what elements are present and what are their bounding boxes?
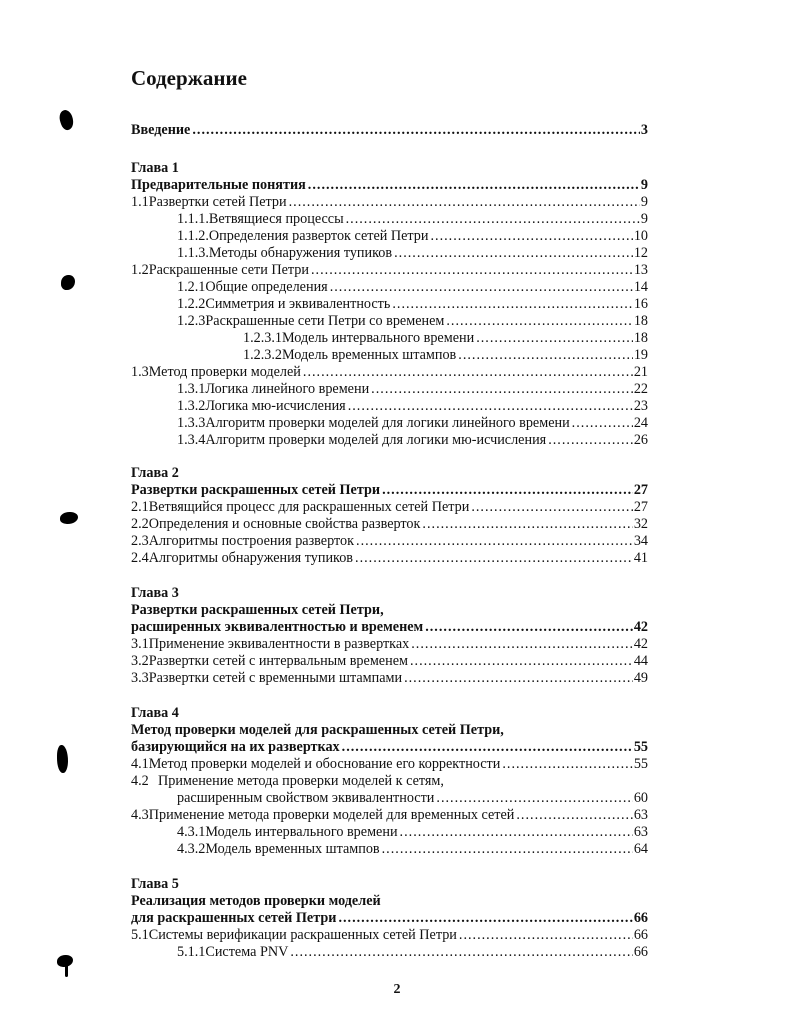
dot-leader (410, 653, 633, 670)
toc-entry (131, 550, 648, 567)
dot-leader (303, 364, 633, 381)
toc-entry-title: Симметрия и эквивалентность (205, 296, 391, 312)
toc-entry-chapter (131, 482, 648, 499)
toc-entry (177, 245, 648, 262)
toc-entry-title: Алгоритм проверки моделей для логики линейного времени (205, 415, 570, 431)
toc-entry-page: 27 (633, 482, 648, 498)
toc-entry-number: 5.1 (131, 927, 149, 943)
toc-entry-page: 64 (633, 841, 648, 857)
dot-leader (371, 381, 633, 398)
toc-entry-number: 1.3.4 (177, 432, 206, 448)
toc-entry-number: 2.2 (131, 516, 149, 532)
dot-leader (394, 245, 633, 262)
toc-entry (131, 636, 648, 653)
dot-leader (425, 619, 633, 636)
page-number: 2 (393, 982, 401, 997)
toc-entry-page: 18 (633, 330, 648, 346)
dot-leader (422, 516, 632, 533)
dot-leader (338, 910, 632, 927)
toc-entry (177, 228, 648, 245)
toc-entry-page: 44 (633, 653, 648, 669)
chapter-title-line: Метод проверки моделей для раскрашенных сетей Петри, (131, 722, 504, 738)
chapter-heading: Глава 3 (131, 585, 179, 601)
toc-entry-title: Общие определения (205, 279, 328, 295)
toc-entry-title: Развертки сетей с временными штампами (148, 670, 403, 686)
toc-entry-number: 1.2.3.1 (243, 330, 283, 346)
toc-entry (131, 533, 648, 550)
toc-entry-title: Раскрашенные сети Петри (148, 262, 309, 278)
toc-entry-title: Применение метода проверки моделей для временных сетей (148, 807, 515, 823)
dot-leader (346, 211, 640, 228)
toc-entry-number: 4.3.1 (177, 824, 206, 840)
toc-entry-number: 1.2.2 (177, 296, 206, 312)
toc-entry-title: Логика мю-исчисления (205, 398, 346, 414)
toc-entry-page: 41 (633, 550, 648, 566)
toc-entry-title: Метод проверки моделей (148, 364, 301, 380)
toc-entry-intro (131, 122, 648, 139)
toc-entry-title: Определения разверток сетей Петри (208, 228, 429, 244)
toc-entry-page: 9 (640, 211, 648, 227)
chapter-heading: Глава 1 (131, 160, 179, 176)
toc-entry-page: 13 (633, 262, 648, 278)
toc-entry-page: 60 (633, 790, 648, 806)
dot-leader (392, 296, 632, 313)
chapter-heading: Глава 5 (131, 876, 179, 892)
toc-entry (243, 347, 648, 364)
toc-entry (177, 944, 648, 961)
toc-entry-number: 4.1 (131, 756, 149, 772)
toc-entry-number: 1.1.2. (177, 228, 209, 244)
toc-entry-title: Определения и основные свойства разверток (148, 516, 421, 532)
dot-leader (355, 550, 633, 567)
toc-entry (243, 330, 648, 347)
toc-entry-page: 14 (633, 279, 648, 295)
toc-entry-number: 1.1.1. (177, 211, 209, 227)
toc-entry-title: расширенных эквивалентностью и временем (131, 619, 424, 635)
toc-entry-number: 2.1 (131, 499, 149, 515)
toc-entry-page: 23 (633, 398, 648, 414)
toc-entry-number: 1.3.2 (177, 398, 206, 414)
dot-leader (382, 482, 633, 499)
toc-entry-number: 4.3 (131, 807, 149, 823)
chapter-heading: Глава 4 (131, 705, 179, 721)
toc-entry-page: 42 (633, 636, 648, 652)
toc-entry-title: Введение (131, 122, 191, 138)
dot-leader (382, 841, 633, 858)
toc-entry-number: 4.3.2 (177, 841, 206, 857)
chapter-heading: Глава 2 (131, 465, 179, 481)
toc-entry-page: 34 (633, 533, 648, 549)
toc-entry-chapter (131, 619, 648, 636)
toc-entry-page: 24 (633, 415, 648, 431)
toc-entry-title: Развертки сетей с интервальным временем (148, 653, 408, 669)
toc-entry-title: Алгоритмы построения разверток (148, 533, 355, 549)
toc-entry-number: 1.3.3 (177, 415, 206, 431)
dot-leader (458, 347, 633, 364)
toc-entry-chapter (131, 739, 648, 756)
scan-blot (57, 745, 68, 773)
dot-leader (348, 398, 633, 415)
toc-entry-number: 2.3 (131, 533, 149, 549)
toc-entry-page: 21 (633, 364, 648, 380)
dot-leader (404, 670, 633, 687)
toc-entry-title: для раскрашенных сетей Петри (131, 910, 337, 926)
toc-entry-number: 1.1 (131, 194, 149, 210)
toc-entry-title: Ветвящиеся процессы (208, 211, 344, 227)
toc-entry-number: 2.4 (131, 550, 149, 566)
toc-entry-page: 55 (633, 739, 648, 755)
dot-leader (290, 944, 632, 961)
toc-entry (177, 398, 648, 415)
toc-entry-title: расширенным свойством эквивалентности (177, 790, 435, 806)
toc-entry (131, 499, 648, 516)
page-title: Содержание (131, 66, 247, 90)
toc-entry (177, 432, 648, 449)
toc-entry-page: 19 (633, 347, 648, 363)
dot-leader (502, 756, 632, 773)
toc-entry-title: Развертки раскрашенных сетей Петри (131, 482, 381, 498)
toc-entry (177, 279, 648, 296)
toc-entry-number: 1.2.3 (177, 313, 206, 329)
dot-leader (311, 262, 633, 279)
dot-leader (356, 533, 633, 550)
toc-entry-page: 66 (633, 927, 648, 943)
toc-entry-title: Метод проверки моделей и обоснование его корректности (148, 756, 501, 772)
chapter-title-line: Развертки раскрашенных сетей Петри, (131, 602, 384, 618)
toc-entry-number: 3.3 (131, 670, 149, 686)
dot-leader (330, 279, 633, 296)
toc-entry (131, 670, 648, 687)
scan-blot (61, 275, 75, 290)
toc-entry (177, 296, 648, 313)
toc-entry (177, 211, 648, 228)
toc-entry-title: Система PNV (205, 944, 289, 960)
toc-entry-number: 5.1.1 (177, 944, 206, 960)
dot-leader (548, 432, 633, 449)
toc-entry-number: 1.2.1 (177, 279, 206, 295)
toc-entry-page: 10 (633, 228, 648, 244)
dot-leader (411, 636, 633, 653)
toc-entry-page: 9 (640, 177, 648, 193)
scan-blot (57, 108, 76, 131)
toc-entry-title: Модель интервального времени (205, 824, 398, 840)
toc-entry-title: Развертки сетей Петри (148, 194, 287, 210)
dot-leader (471, 499, 633, 516)
toc-entry-page: 26 (633, 432, 648, 448)
toc-entry-page: 63 (633, 824, 648, 840)
toc-entry-page: 22 (633, 381, 648, 397)
dot-leader (308, 177, 640, 194)
toc-entry (131, 653, 648, 670)
toc-entry (131, 364, 648, 381)
toc-entry-chapter (131, 910, 648, 927)
toc-entry-title: Модель временных штампов (205, 841, 380, 857)
toc-entry-title: Применение метода проверки моделей к сетям, (158, 773, 444, 789)
toc-entry-page: 9 (640, 194, 648, 210)
toc-entry-page: 63 (633, 807, 648, 823)
toc-entry-page: 49 (633, 670, 648, 686)
toc-entry-number: 1.2 (131, 262, 149, 278)
toc-entry (131, 927, 648, 944)
toc-entry-chapter (131, 177, 648, 194)
toc-entry (177, 824, 648, 841)
toc-entry-title: Методы обнаружения тупиков (208, 245, 393, 261)
dot-leader (572, 415, 633, 432)
toc-entry-title: Применение эквивалентности в развертках (148, 636, 410, 652)
toc-entry-number: 3.2 (131, 653, 149, 669)
toc-entry-title: Алгоритмы обнаружения тупиков (148, 550, 354, 566)
toc-entry (131, 516, 648, 533)
dot-leader (476, 330, 633, 347)
toc-entry-page: 12 (633, 245, 648, 261)
toc-entry-number: 1.3.1 (177, 381, 206, 397)
toc-entry (177, 841, 648, 858)
toc-entry-title: Логика линейного времени (205, 381, 370, 397)
dot-leader (459, 927, 633, 944)
dot-leader (289, 194, 640, 211)
toc-entry (131, 807, 648, 824)
toc-entry-page: 55 (633, 756, 648, 772)
toc-entry-number: 1.3 (131, 364, 149, 380)
toc-entry-line (131, 773, 444, 790)
toc-entry-title: базирующийся на их развертках (131, 739, 340, 755)
toc-entry-page: 3 (640, 122, 648, 138)
toc-entry-number: 4.2 (131, 773, 149, 789)
dot-leader (342, 739, 633, 756)
toc-entry-title: Модель временных штампов (282, 347, 457, 363)
dot-leader (516, 807, 632, 824)
scan-blot (65, 965, 68, 977)
toc-entry-page: 16 (633, 296, 648, 312)
toc-entry-title: Раскрашенные сети Петри со временем (205, 313, 445, 329)
dot-leader (192, 122, 640, 139)
toc-entry (177, 381, 648, 398)
toc-entry (177, 790, 648, 807)
toc-entry-page: 42 (633, 619, 648, 635)
toc-entry-page: 18 (633, 313, 648, 329)
toc-entry-title: Ветвящийся процесс для раскрашенных сетей Петри (148, 499, 470, 515)
toc-entry-page: 66 (633, 910, 648, 926)
dot-leader (436, 790, 632, 807)
toc-entry-number: 1.1.3. (177, 245, 209, 261)
toc-entry (177, 313, 648, 330)
dot-leader (446, 313, 632, 330)
toc-entry-page: 66 (633, 944, 648, 960)
dot-leader (430, 228, 632, 245)
toc-entry (177, 415, 648, 432)
toc-entry-title: Алгоритм проверки моделей для логики мю-исчисления (205, 432, 547, 448)
toc-entry (131, 194, 648, 211)
toc-entry-page: 32 (633, 516, 648, 532)
toc-entry-page: 27 (633, 499, 648, 515)
toc-entry (131, 262, 648, 279)
toc-entry-title: Модель интервального времени (282, 330, 475, 346)
scan-blot (60, 512, 78, 524)
toc-entry-title: Предварительные понятия (131, 177, 306, 193)
toc-entry-number: 3.1 (131, 636, 149, 652)
chapter-title-line: Реализация методов проверки моделей (131, 893, 381, 909)
toc-entry-number: 1.2.3.2 (243, 347, 283, 363)
toc-entry-title: Системы верификации раскрашенных сетей Петри (148, 927, 457, 943)
dot-leader (400, 824, 633, 841)
toc-entry (131, 756, 648, 773)
